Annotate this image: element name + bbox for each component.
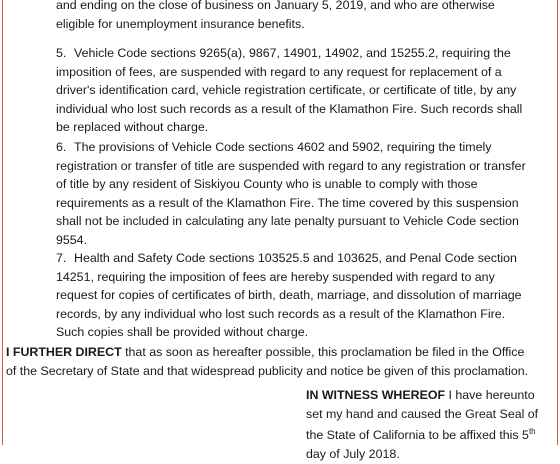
text-line: eligible for unemployment insurance benefits.: [56, 16, 305, 31]
further-direct-heading: I FURTHER DIRECT: [6, 345, 122, 359]
witness-line1: I have hereunto: [445, 388, 535, 402]
text-line: requirements as a result of the Klamathon Fire. The time covered by this suspension: [56, 195, 519, 210]
item-7-text: [74, 249, 517, 268]
text-line: 9554.: [56, 232, 88, 247]
item-7-text-cont: [56, 268, 522, 342]
text-line: of title by any resident of Siskiyou County who is unable to comply with those: [56, 177, 478, 192]
text-line: and ending on the close of business on January 5, 2019, and who are otherwise: [56, 0, 495, 12]
witness-line3: the State of California to be affixed this 5: [306, 428, 529, 443]
witness-line4: day of July 2018.: [306, 446, 400, 461]
item-5-text: [74, 44, 511, 63]
text-line: [306, 423, 538, 445]
text-line: driver's identification card, vehicle registration certificate, or certificate of title, by any: [56, 83, 517, 98]
text-line: individual who lost such records as a result of the Klamathon Fire. Such records shall: [56, 101, 523, 116]
further-direct-line1: that as soon as hereafter possible, this proclamation be filed in the Office: [121, 345, 525, 359]
item-6-number: 6.: [56, 140, 67, 154]
further-direct-line2: of the Secretary of State and that widespread publicity and notice be given of this proclamation.: [6, 363, 529, 378]
text-line: [306, 386, 538, 405]
witness-line3-sup: th: [528, 427, 536, 437]
text-line: Health and Safety Code sections 103525.5 and 103625, and Penal Code section: [74, 251, 517, 265]
text-line: request for copies of certificates of birth, death, marriage, and dissolution of marriage: [56, 288, 522, 303]
text-line: records, by any individual who lost such records as a result of the Klamathon Fire.: [56, 306, 506, 321]
page-border-right: [557, 0, 558, 445]
text-line: The provisions of Vehicle Code sections 4602 and 5902, requiring the timely: [74, 140, 492, 154]
item-4-tail: [56, 0, 495, 33]
text-line: be replaced without charge.: [56, 120, 209, 135]
text-line: [6, 343, 528, 362]
item-5-number: 5.: [56, 46, 67, 60]
text-line: Vehicle Code sections 9265(a), 9867, 14901, 14902, and 15255.2, requiring the: [74, 46, 511, 60]
text-line: 14251, requiring the imposition of fees are hereby suspended with regard to any: [56, 269, 495, 284]
item-7-number: 7.: [56, 251, 67, 265]
item-5-text-cont: [56, 63, 522, 137]
item-6-text: [74, 138, 491, 157]
witness-heading: IN WITNESS WHEREOF: [306, 388, 446, 402]
text-line: imposition of fees, are suspended with regard to any request for replacement of a: [56, 64, 502, 79]
further-direct-paragraph: [6, 343, 528, 380]
witness-paragraph: [306, 386, 538, 464]
witness-line2: set my hand and caused the Great Seal of: [306, 406, 539, 421]
text-line: Such copies shall be provided without charge.: [56, 325, 309, 340]
text-line: registration or transfer of title are suspended with regard to any registration or transfer: [56, 158, 526, 173]
page-border-left: [2, 0, 3, 445]
item-6-text-cont: [56, 157, 526, 250]
text-line: shall not be included in calculating any late penalty pursuant to Vehicle Code section: [56, 214, 519, 229]
